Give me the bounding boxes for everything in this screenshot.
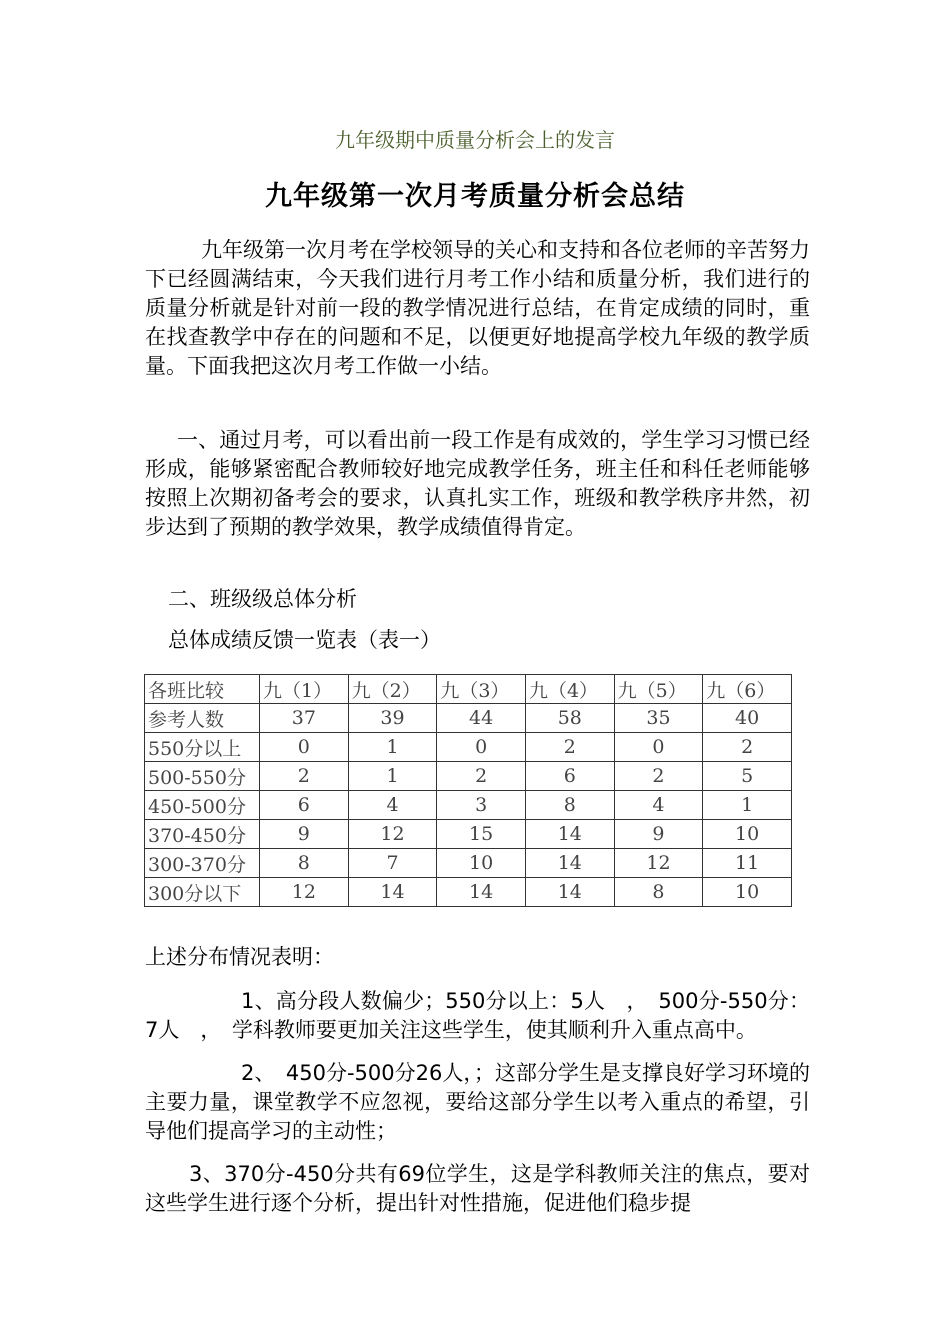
- table-cell: 8: [260, 849, 349, 878]
- table-cell: 35: [614, 704, 703, 733]
- table-cell: 2: [525, 733, 614, 762]
- row-label: 500-550分: [145, 762, 260, 791]
- table-cell: 12: [260, 878, 349, 907]
- summary-item-1: 1、高分段人数偏少；550分以上：5人 ， 500分-550分：7人 ， 学科教师要更加关注这些学生，使其顺利升入重点高中。: [145, 989, 810, 1042]
- table-cell: 10: [437, 849, 526, 878]
- column-header: 九（5）: [614, 675, 703, 704]
- table-cell: 12: [614, 849, 703, 878]
- table-cell: 4: [348, 791, 437, 820]
- table-cell: 14: [525, 820, 614, 849]
- table-row: [145, 791, 792, 820]
- table-cell: 6: [260, 791, 349, 820]
- table-cell: 40: [703, 704, 792, 733]
- section-two-heading: 二、班级级总体分析: [168, 587, 357, 611]
- row-label: 300-370分: [145, 849, 260, 878]
- table-row: [145, 733, 792, 762]
- summary-lead: 上述分布情况表明：: [145, 945, 334, 969]
- table-cell: 44: [437, 704, 526, 733]
- table-row: [145, 704, 792, 733]
- table-cell: 5: [703, 762, 792, 791]
- table-cell: 0: [260, 733, 349, 762]
- table-cell: 15: [437, 820, 526, 849]
- column-header: 九（6）: [703, 675, 792, 704]
- row-label: 300分以下: [145, 878, 260, 907]
- column-header: 九（1）: [260, 675, 349, 704]
- page-title: 九年级第一次月考质量分析会总结: [265, 181, 685, 212]
- column-header: 九（4）: [525, 675, 614, 704]
- table-cell: 10: [703, 878, 792, 907]
- table-cell: 14: [525, 878, 614, 907]
- table-row: [145, 878, 792, 907]
- table-cell: 14: [437, 878, 526, 907]
- table-cell: 58: [525, 704, 614, 733]
- table-cell: 1: [703, 791, 792, 820]
- intro-paragraph: 九年级第一次月考在学校领导的关心和支持和各位老师的辛苦努力下已经圆满结束，今天我们进行月考工作小结和质量分析，我们进行的质量分析就是针对前一段的教学情况进行总结，在肯定成绩的同时，重在找查教学中存在的问题和不足，以便更好地提高学校九年级的教学质量。下面我把这次月考工作做一小结。: [145, 238, 810, 378]
- table-cell: 2: [260, 762, 349, 791]
- table-cell: 39: [348, 704, 437, 733]
- table-cell: 14: [525, 849, 614, 878]
- row-label: 370-450分: [145, 820, 260, 849]
- column-header: 九（2）: [348, 675, 437, 704]
- row-label: 450-500分: [145, 791, 260, 820]
- table-cell: 0: [437, 733, 526, 762]
- table-row: [145, 762, 792, 791]
- table-caption: 总体成绩反馈一览表（表一）: [168, 628, 441, 652]
- table-header-row: [145, 675, 792, 704]
- table-cell: 10: [703, 820, 792, 849]
- table-cell: 9: [260, 820, 349, 849]
- summary-item-2: 2、 450分-500分26人，；这部分学生是支撑良好学习环境的主要力量，课堂教学不应忽视，要给这部分学生以考入重点的希望，引导他们提高学习的主动性；: [145, 1061, 810, 1143]
- table-cell: 1: [348, 733, 437, 762]
- row-label: 参考人数: [145, 704, 260, 733]
- summary-item-3: 3、370分-450分共有69位学生，这是学科教师关注的焦点，要对这些学生进行逐个分析，提出针对性措施，促进他们稳步提: [145, 1162, 810, 1215]
- table-cell: 2: [703, 733, 792, 762]
- table-cell: 7: [348, 849, 437, 878]
- section-one-paragraph: 一、通过月考，可以看出前一段工作是有成效的，学生学习习惯已经形成，能够紧密配合教师较好地完成教学任务，班主任和科任老师能够按照上次期初备考会的要求，认真扎实工作，班级和教学秩序井然，初步达到了预期的教学效果，教学成绩值得肯定。: [145, 428, 810, 539]
- column-header: 九（3）: [437, 675, 526, 704]
- table-cell: 11: [703, 849, 792, 878]
- table-cell: 9: [614, 820, 703, 849]
- table-cell: 4: [614, 791, 703, 820]
- table-corner-cell: 各班比较: [145, 675, 260, 704]
- table-cell: 8: [525, 791, 614, 820]
- table-cell: 12: [348, 820, 437, 849]
- table-cell: 14: [348, 878, 437, 907]
- table-row: [145, 849, 792, 878]
- table-cell: 2: [614, 762, 703, 791]
- table-cell: 2: [437, 762, 526, 791]
- score-distribution-table: [144, 674, 792, 907]
- table-cell: 3: [437, 791, 526, 820]
- table-body: [145, 675, 792, 907]
- table-cell: 37: [260, 704, 349, 733]
- table-cell: 8: [614, 878, 703, 907]
- table-row: [145, 820, 792, 849]
- table-cell: 0: [614, 733, 703, 762]
- row-label: 550分以上: [145, 733, 260, 762]
- table-cell: 1: [348, 762, 437, 791]
- table-cell: 6: [525, 762, 614, 791]
- document-header: 九年级期中质量分析会上的发言: [335, 128, 615, 152]
